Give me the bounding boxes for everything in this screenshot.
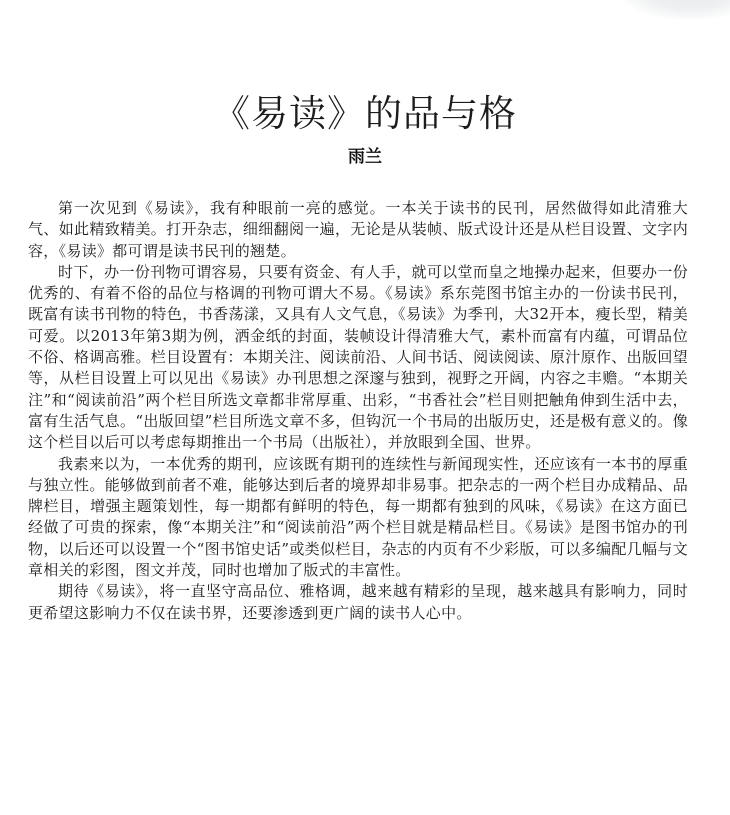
- paragraph-3: 我素来以为，一本优秀的期刊，应该既有期刊的连续性与新闻现实性，还应该有一本书的厚重与独立性。能够做到前者不难，能够达到后者的境界却非易事。把杂志的一两个栏目办成精品、品牌栏目，增强主题策划性，每一期都有鲜明的特色，每一期都有独到的风味，《易读》在这方面已经做了可贵的探索，像“本期关注”和“阅读前沿”两个栏目就是精品栏目。《易读》是图书馆办的刊物，以后还可以设置一个“图书馆史话”或类似栏目，杂志的内页有不少彩版，可以多编配几幅与文章相关的彩图，图文并茂，同时也增加了版式的丰富性。: [28, 454, 688, 580]
- paragraph-2: 时下，办一份刊物可谓容易，只要有资金、有人手，就可以堂而皇之地操办起来，但要办一份优秀的、有着不俗的品位与格调的刊物可谓大不易。《易读》系东莞图书馆主办的一份读书民刊，既富有读书刊物的特色，书香荡漾，又具有人文气息，《易读》为季刊，大32开本，瘦长型，精美可爱。以2013年第3期为例，洒金纸的封面，装帧设计得清雅大气，素朴而富有内蕴，可谓品位不俗、格调高雅。栏目设置有：本期关注、阅读前沿、人间书话、阅读阅读、原汁原作、出版回望等，从栏目设置上可以见出《易读》办刊思想之深邃与独到，视野之开阔，内容之丰赡。“本期关注”和“阅读前沿”两个栏目所选文章都非常厚重、出彩，“书香社会”栏目则把触角伸到生活中去，富有生活气息。“出版回望”栏目所选文章不多，但钩沉一个书局的出版历史，还是极有意义的。像这个栏目以后可以考虑每期推出一个书局（出版社），并放眼到全国、世界。: [28, 262, 688, 452]
- article-body: [28, 198, 688, 624]
- paragraph-4: 期待《易读》，将一直坚守高品位、雅格调，越来越有精彩的呈现，越来越具有影响力，同时更希望这影响力不仅在读书界，还要渗透到更广阔的读书人心中。: [28, 582, 688, 622]
- paragraph-1: 第一次见到《易读》，我有种眼前一亮的感觉。一本关于读书的民刊，居然做得如此清雅大气、如此精致精美。打开杂志，细细翻阅一遍，无论是从装帧、版式设计还是从栏目设置、文字内容，《易读》都可谓是读书民刊的翘楚。: [28, 199, 688, 260]
- article-title: 《易读》的品与格: [213, 92, 517, 135]
- article-author: 雨兰: [348, 147, 382, 167]
